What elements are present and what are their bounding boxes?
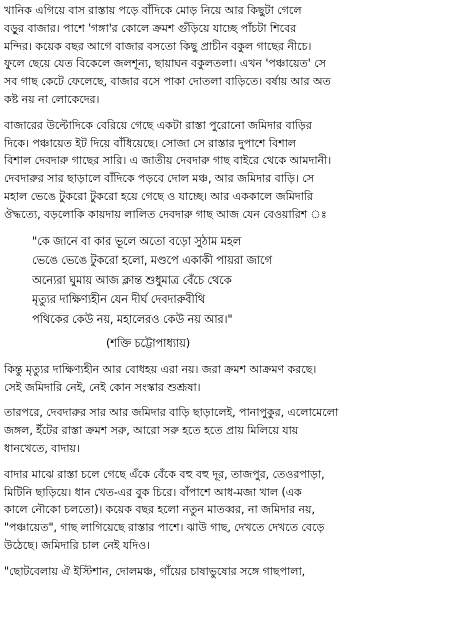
document-page: [4, 2, 454, 589]
paragraph-childhood: [4, 563, 454, 581]
text-line: বাদার মাঝে রাস্তা চলে গেছে এঁকে বেঁকে বহু বহু দূর, তাজপুর, তেওরপাড়া,: [4, 467, 325, 481]
text-line: ধানখেতে, বাদায়।: [4, 442, 80, 456]
text-line: মিটিনি ছাড়িয়ে। ধান খেত-এর বুক চিরে। বাঁপাশে আধ-মজা খাল (এক: [4, 485, 302, 499]
poem-line: অন্যেরা ঘুমায় আজ ক্লান্ত শুধুমাত্র বেঁচে থেকে: [32, 272, 232, 287]
text-line: খানিক এগিয়ে বাস রাস্তায় পড়ে বাঁদিকে মোড় নিয়ে আর কিছুটা গেলে: [4, 4, 302, 17]
poem-line: "কে জানে বা কার ভূলে অতো বড়ো সুঠাম মহল: [32, 233, 242, 248]
poem-quote: [32, 232, 454, 330]
text-line: বড়ুর বাজার। পাশে 'গঙ্গা'র কোলে ক্রমশ গুঁড়িয়ে যাচ্ছে পাঁচটা শিবের: [4, 21, 297, 35]
paragraph-pond: [4, 404, 454, 457]
text-line: মন্দির। কয়েক বছর আগে বাজার বসতো কিছু প্রাচীন বকুল গাছের নীচে।: [4, 39, 312, 53]
text-line: তারপরে, দেবদারুর সার আর জমিদার বাড়ি ছাড়ালেই, পানাপুকুর, এলোমেলো: [4, 406, 339, 420]
text-line: কষ্ট নয় না লোকেদের।: [4, 92, 100, 106]
text-line: সেই জমিদারি নেই, নেই কোন সংস্কার শুশ্রূষা।: [4, 380, 201, 394]
text-line: কালে নৌকো চলতো)। কয়েক বছর হলো নতুন মাতব্বর, না জমিদার নয়,: [4, 503, 315, 517]
text-line: সব গাছ কেটে ফেলেছে, বাজার বসে পাকা দোতলা বাড়িতে। বর্ষায় আর অত: [4, 75, 331, 89]
text-line: "পঞ্চায়েত", গাছ লাগিয়েছে রাস্তার পাশে। ঝাউ গাছ, দেখতে দেখতে বেড়ে: [4, 521, 325, 535]
paragraph-zamindar-road: [4, 117, 454, 224]
text-line: "ছোটবেলায় ঐ ইস্টিশান, দোলমঞ্চ, গাঁয়ের চাষাভুষোর সঙ্গে গাছপালা,: [4, 564, 306, 578]
text-line: ফুলে ছেয়ে যেত বিকেলে জলশূন্য, ছায়াঘন বকুলতলা। এখন 'পঞ্চায়েত' সে: [4, 57, 326, 71]
attribution-text: (শক্তি চট্টোপাধ্যায়): [106, 336, 191, 351]
paragraph-road-through-marsh: [4, 466, 454, 555]
text-line: জঙ্গল, ইঁটের রাস্তা ক্রমশ সরু, আরো সরু হতে হতে প্রায় মিলিয়ে যায়: [4, 424, 299, 438]
paragraph-decay: [4, 361, 454, 397]
text-line: ঔদ্ধত্যে, বড়লোকি কায়দায় লালিত দেবদারু গাছ আজ যেন বেওয়ারিশ ঃ: [4, 207, 327, 221]
poem-attribution: [4, 335, 454, 353]
text-line: দিকে। পঞ্চায়েত ইট দিয়ে বাঁধিয়েছে। সোজা সে রাস্তার দুপাশে বিশাল: [4, 136, 296, 150]
text-line: মহাল ভেঙে টুকরো টুকরো হয়ে গেছে ও যাচ্ছে। আর এককালে জমিদারি: [4, 189, 314, 203]
text-line: বিশাল দেবদারু গাছের সারি। এ জাতীয় দেবদারু গাছ বাইরে থেকে আমদানী।: [4, 154, 332, 168]
poem-line: মৃত্যুর দাক্ষিণ্যহীন যেন দীর্ঘ দেবদারুবীথি: [32, 292, 206, 307]
text-line: বাজারের উল্টোদিকে বেরিয়ে গেছে একটা রাস্তা পুরোনো জমিদার বাড়ির: [4, 118, 312, 132]
paragraph-bazar: [4, 2, 454, 109]
text-line: দেবদারুর সার ছাড়ালে বাঁদিকে পড়বে দোল মঞ্চ, আর জমিদার বাড়ি। সে: [4, 172, 314, 186]
poem-line: পথিকের কেউ নয়, মহালেরও কেউ নয় আর।": [32, 311, 233, 326]
poem-line: ভেঙে ভেঙে টুকরো হলো, মণ্ডপে একাকী পায়রা জাগে: [32, 253, 272, 268]
text-line: কিন্তু মৃত্যুর দাক্ষিণ্যহীন আর বোধহয় এরা নয়। জরা ক্রমশ আক্রমণ করছে।: [4, 362, 317, 376]
text-line: উঠেছে। জমিদারি চাল নেই যদিও।: [4, 539, 150, 553]
